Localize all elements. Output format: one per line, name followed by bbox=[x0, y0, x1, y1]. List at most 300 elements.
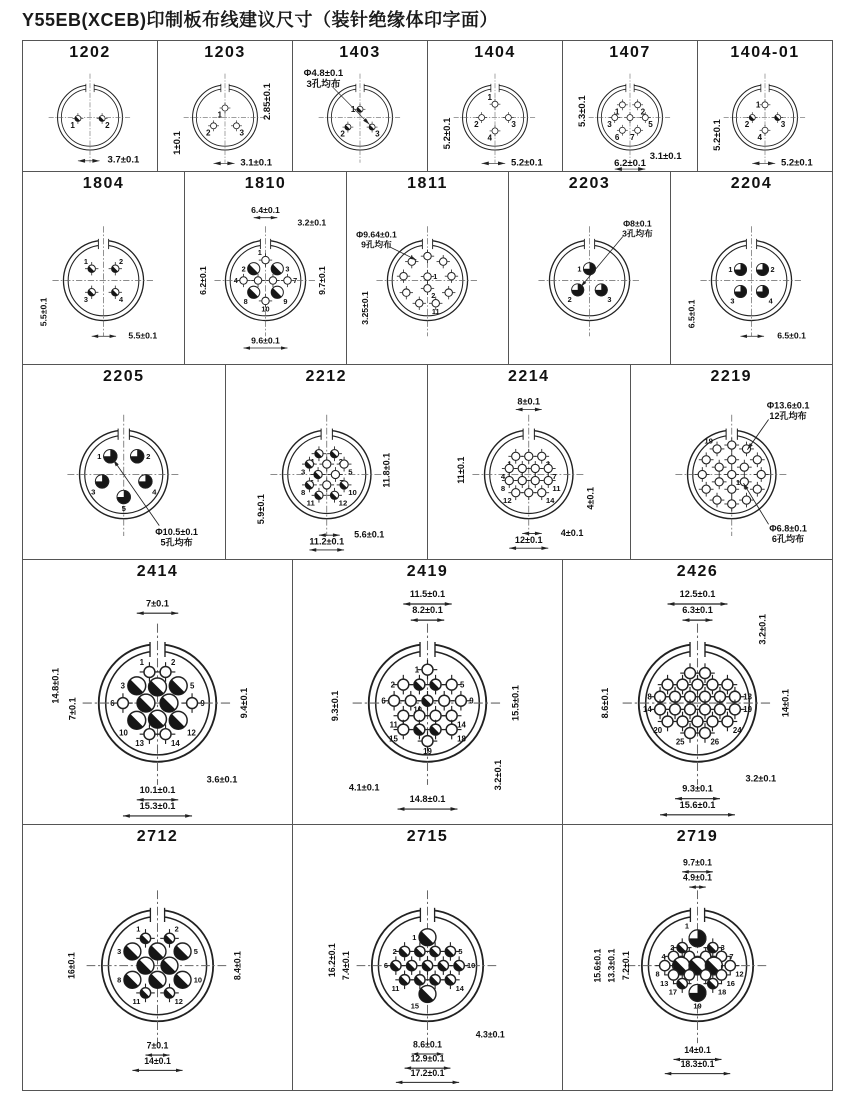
pin-label bbox=[140, 658, 145, 667]
dimension-label bbox=[683, 873, 712, 883]
dimension-label bbox=[155, 527, 198, 537]
pin-hole bbox=[701, 970, 711, 980]
pin-hole bbox=[398, 710, 409, 721]
pin-hole bbox=[727, 456, 735, 464]
connector-diagram-1804 bbox=[23, 197, 184, 364]
pin-hole bbox=[492, 128, 498, 134]
pin-label bbox=[206, 128, 211, 137]
dimension-label bbox=[297, 218, 326, 228]
model-number: 2205 bbox=[102, 368, 145, 385]
model-number: 2214 bbox=[507, 368, 550, 385]
dimension-label bbox=[621, 951, 631, 980]
dimension-label bbox=[207, 775, 238, 785]
pin-label bbox=[648, 120, 653, 129]
model-number: 2203 bbox=[568, 175, 611, 192]
dimension-label bbox=[330, 691, 340, 722]
pin-hole bbox=[422, 664, 433, 675]
pin-hole bbox=[685, 704, 696, 715]
pin-hole bbox=[211, 123, 217, 129]
pin-hole bbox=[727, 485, 735, 493]
pin-hole bbox=[725, 960, 735, 970]
pin-hole bbox=[262, 256, 269, 263]
connector-diagram-1403 bbox=[293, 66, 427, 171]
model-number: 1203 bbox=[204, 44, 246, 61]
pin-hole bbox=[492, 101, 498, 107]
model-number: 2219 bbox=[710, 368, 753, 385]
dimension-label bbox=[327, 943, 337, 977]
pin-hole bbox=[753, 456, 761, 464]
pin-label bbox=[469, 696, 474, 705]
dimension-label bbox=[683, 857, 712, 867]
pin-label bbox=[338, 499, 347, 508]
dimension-label bbox=[128, 331, 157, 341]
dimension-label bbox=[684, 1045, 711, 1055]
pin-label bbox=[727, 979, 735, 988]
pin-label bbox=[393, 947, 397, 956]
pin-label bbox=[432, 307, 440, 316]
pin-hole bbox=[403, 289, 410, 296]
pin-hole bbox=[742, 496, 750, 504]
pin-hole bbox=[722, 716, 733, 727]
connector-cell-1404 bbox=[427, 41, 562, 171]
pin-label bbox=[630, 133, 635, 142]
model-number: 2414 bbox=[136, 563, 179, 580]
dimension-label bbox=[515, 535, 543, 545]
pin-hole bbox=[160, 729, 171, 740]
pin-label bbox=[244, 297, 248, 306]
pin-label bbox=[412, 933, 416, 942]
pin-hole bbox=[612, 115, 618, 121]
pin-hole bbox=[389, 695, 400, 706]
dimension-label bbox=[140, 785, 176, 795]
pin-label bbox=[433, 272, 437, 281]
pin-hole bbox=[757, 470, 765, 478]
connector-diagram-1404 bbox=[428, 66, 562, 171]
pin-hole bbox=[700, 704, 711, 715]
connector-cell-2219 bbox=[630, 365, 833, 559]
connector-diagram-1404-01 bbox=[698, 66, 832, 171]
pin-label bbox=[660, 979, 668, 988]
note-label bbox=[771, 533, 803, 544]
table-row bbox=[23, 364, 832, 559]
pin-hole bbox=[677, 716, 688, 727]
model-number: 1804 bbox=[82, 175, 125, 192]
pin-hole bbox=[269, 277, 276, 284]
model-number: 1202 bbox=[69, 44, 111, 61]
pin-label bbox=[546, 496, 555, 505]
dimension-label bbox=[67, 952, 77, 979]
note-label bbox=[361, 238, 392, 249]
dimension-label bbox=[577, 95, 588, 127]
dimension-label bbox=[411, 1068, 445, 1078]
connector-diagram-2419 bbox=[293, 585, 562, 824]
model-number: 2419 bbox=[406, 563, 449, 580]
pin-label bbox=[187, 729, 196, 738]
pin-hole bbox=[424, 285, 431, 292]
pin-hole bbox=[753, 485, 761, 493]
pin-hole bbox=[727, 470, 735, 478]
dimension-label bbox=[607, 949, 617, 983]
dimension-label bbox=[411, 1054, 445, 1064]
dimension-label bbox=[777, 331, 806, 341]
pin-hole bbox=[668, 970, 678, 980]
pin-label bbox=[647, 692, 652, 701]
pin-label bbox=[718, 988, 726, 997]
dimension-label bbox=[239, 688, 249, 719]
dimension-label bbox=[614, 158, 646, 169]
pin-label bbox=[693, 1001, 701, 1010]
pin-label bbox=[348, 467, 353, 476]
model-number: 2715 bbox=[406, 828, 449, 845]
dimension-label bbox=[147, 1041, 169, 1051]
pin-hole bbox=[144, 666, 155, 677]
pin-hole bbox=[222, 105, 228, 111]
model-number: 1403 bbox=[339, 44, 381, 61]
dimension-label bbox=[780, 689, 790, 717]
table-row bbox=[23, 824, 832, 1090]
pin-hole bbox=[479, 115, 485, 121]
pin-hole bbox=[700, 668, 711, 679]
dimension-label bbox=[650, 151, 682, 162]
pin-label bbox=[384, 961, 388, 970]
model-number: 2204 bbox=[730, 175, 773, 192]
pin-hole bbox=[240, 277, 247, 284]
pin-hole bbox=[762, 127, 768, 133]
pin-label bbox=[756, 101, 761, 110]
pin-hole bbox=[439, 695, 450, 706]
pin-label bbox=[258, 248, 262, 257]
pin-label bbox=[200, 699, 205, 708]
pin-hole bbox=[698, 470, 706, 478]
dimension-label bbox=[309, 537, 344, 547]
pin-hole bbox=[422, 736, 433, 747]
pin-label bbox=[643, 705, 652, 714]
pin-hole bbox=[677, 679, 688, 690]
pin-hole bbox=[762, 102, 768, 108]
pin-hole bbox=[692, 679, 703, 690]
pin-hole bbox=[684, 970, 694, 980]
model-number: 1811 bbox=[407, 175, 448, 192]
model-number: 2426 bbox=[676, 563, 719, 580]
pin-label bbox=[415, 665, 420, 674]
table-row bbox=[23, 41, 832, 171]
dimension-label bbox=[50, 668, 60, 704]
dimension-label bbox=[232, 951, 242, 980]
dimension-label bbox=[381, 453, 391, 488]
connector-diagram-2203 bbox=[509, 197, 670, 364]
pin-label bbox=[607, 120, 612, 129]
pin-label bbox=[171, 739, 180, 748]
pin-label bbox=[121, 682, 126, 691]
table-row bbox=[23, 559, 832, 824]
connector-cell-1810 bbox=[184, 172, 346, 364]
pin-label bbox=[676, 738, 685, 747]
pin-label bbox=[460, 680, 465, 689]
connector-diagram-2414 bbox=[23, 585, 292, 824]
pin-label bbox=[152, 487, 157, 496]
pin-label bbox=[110, 699, 115, 708]
dimension-label bbox=[360, 291, 370, 325]
pin-label bbox=[175, 997, 183, 1006]
pin-hole bbox=[619, 127, 625, 133]
pin-label bbox=[735, 478, 740, 487]
pin-hole bbox=[525, 489, 533, 497]
connector-diagram-2219 bbox=[631, 390, 833, 559]
connector-cell-2715 bbox=[292, 825, 562, 1090]
pin-hole bbox=[740, 463, 748, 471]
pin-label bbox=[743, 692, 752, 701]
connector-diagram-2426 bbox=[563, 585, 832, 824]
pin-label bbox=[653, 726, 662, 735]
pin-label bbox=[735, 970, 743, 979]
pin-label bbox=[293, 276, 297, 285]
pin-hole bbox=[685, 668, 696, 679]
pin-label bbox=[239, 128, 244, 137]
pin-hole bbox=[505, 476, 513, 484]
pin-label bbox=[458, 947, 462, 956]
pin-hole bbox=[715, 478, 723, 486]
dimension-label bbox=[198, 266, 208, 295]
dimension-label bbox=[251, 335, 280, 345]
note-label bbox=[160, 537, 192, 548]
pin-label bbox=[457, 720, 466, 729]
connector-diagram-2719 bbox=[563, 850, 832, 1090]
pin-label bbox=[431, 291, 435, 300]
pin-label bbox=[375, 130, 380, 139]
connector-diagram-2214 bbox=[428, 390, 630, 559]
pin-label bbox=[97, 452, 102, 461]
dimension-label bbox=[341, 951, 351, 980]
dimension-label bbox=[757, 614, 767, 645]
pin-label bbox=[171, 658, 176, 667]
pin-hole bbox=[414, 710, 425, 721]
pin-label bbox=[122, 504, 127, 513]
pin-label bbox=[456, 984, 465, 993]
pin-label bbox=[242, 264, 246, 273]
pin-label bbox=[301, 467, 306, 476]
model-number: 1404 bbox=[474, 44, 516, 61]
pin-label bbox=[757, 133, 762, 142]
pin-hole bbox=[446, 679, 457, 690]
pin-label bbox=[105, 121, 110, 130]
model-number: 1404-01 bbox=[730, 44, 800, 61]
pin-label bbox=[781, 120, 786, 129]
dimension-label bbox=[746, 773, 777, 783]
connector-diagram-1203 bbox=[158, 66, 292, 171]
pin-hole bbox=[518, 476, 526, 484]
dimension-label bbox=[682, 784, 713, 794]
pin-label bbox=[381, 696, 386, 705]
pin-hole bbox=[512, 452, 520, 460]
pin-hole bbox=[531, 464, 539, 472]
connector-diagram-2715 bbox=[293, 850, 562, 1090]
pin-label bbox=[117, 947, 121, 956]
dimension-label bbox=[766, 401, 809, 411]
pin-label bbox=[190, 682, 195, 691]
pin-label bbox=[655, 970, 659, 979]
pin-hole bbox=[627, 115, 633, 121]
pin-label bbox=[467, 961, 475, 970]
pin-label bbox=[685, 921, 689, 930]
dimension-label bbox=[517, 396, 540, 406]
pin-label bbox=[669, 988, 677, 997]
dimension-label bbox=[712, 118, 723, 150]
pin-hole bbox=[144, 729, 155, 740]
connector-cell-1203 bbox=[157, 41, 292, 171]
pin-label bbox=[474, 120, 479, 129]
connector-cell-1404-01 bbox=[697, 41, 832, 171]
dimension-label bbox=[592, 949, 602, 983]
dimension-label bbox=[255, 494, 265, 524]
connector-diagram-1407 bbox=[563, 66, 697, 171]
connector-diagram-2212 bbox=[226, 390, 428, 559]
pin-label bbox=[119, 257, 123, 266]
model-number: 1810 bbox=[244, 175, 287, 192]
pin-label bbox=[390, 720, 399, 729]
pin-label bbox=[487, 133, 492, 142]
pin-hole bbox=[662, 679, 673, 690]
dimension-label bbox=[68, 697, 78, 720]
dimension-label bbox=[240, 157, 272, 168]
pin-label bbox=[217, 111, 222, 120]
pin-hole bbox=[729, 704, 740, 715]
pin-label bbox=[607, 295, 611, 304]
pin-hole bbox=[117, 698, 128, 709]
pin-hole bbox=[525, 452, 533, 460]
dimension-label bbox=[317, 266, 327, 295]
pin-label bbox=[91, 487, 96, 496]
pin-hole bbox=[715, 463, 723, 471]
pin-label bbox=[552, 484, 561, 493]
pin-label bbox=[283, 297, 287, 306]
dimension-label bbox=[354, 529, 384, 539]
pin-hole bbox=[439, 258, 446, 265]
pin-hole bbox=[692, 716, 703, 727]
pin-label bbox=[119, 295, 124, 304]
connector-cell-1403 bbox=[292, 41, 427, 171]
pin-label bbox=[194, 975, 202, 984]
pin-hole bbox=[432, 300, 439, 307]
connector-cell-2712 bbox=[23, 825, 292, 1090]
connector-cell-2214 bbox=[427, 365, 630, 559]
pin-hole bbox=[398, 724, 409, 735]
pin-label bbox=[84, 257, 88, 266]
spec-table bbox=[22, 40, 833, 1091]
pin-hole bbox=[727, 441, 735, 449]
pin-label bbox=[745, 120, 750, 129]
pin-hole bbox=[712, 445, 720, 453]
pin-hole bbox=[714, 704, 725, 715]
pin-hole bbox=[538, 489, 546, 497]
page-title: Y55EB(XCEB)印制板布线建议尺寸（装针绝缘体印字面） bbox=[22, 10, 499, 30]
dimension-label bbox=[304, 68, 344, 79]
dimension-label bbox=[687, 299, 697, 328]
model-number: 2719 bbox=[676, 828, 719, 845]
pin-label bbox=[501, 484, 506, 493]
dimension-label bbox=[456, 457, 466, 484]
connector-cell-1407 bbox=[562, 41, 697, 171]
pin-label bbox=[457, 734, 466, 743]
pin-hole bbox=[322, 481, 330, 489]
dimension-label bbox=[262, 82, 273, 120]
model-number: 2212 bbox=[305, 368, 348, 385]
pin-hole bbox=[702, 485, 710, 493]
dimension-label bbox=[251, 205, 280, 215]
pin-label bbox=[423, 747, 432, 756]
pin-hole bbox=[398, 679, 409, 690]
dimension-label bbox=[108, 155, 140, 166]
pin-hole bbox=[660, 960, 670, 970]
pin-label bbox=[392, 984, 400, 993]
pin-label bbox=[70, 121, 75, 130]
pin-label bbox=[389, 734, 398, 743]
note-label bbox=[306, 78, 340, 90]
connector-cell-2203 bbox=[508, 172, 670, 364]
connector-diagram-2712 bbox=[23, 850, 292, 1090]
pin-hole bbox=[538, 452, 546, 460]
pin-hole bbox=[284, 277, 291, 284]
pin-hole bbox=[400, 272, 407, 279]
pin-label bbox=[568, 295, 572, 304]
pin-label bbox=[511, 120, 516, 129]
pin-hole bbox=[685, 728, 696, 739]
dimension-label bbox=[681, 1059, 715, 1069]
dimension-label bbox=[349, 783, 380, 793]
dimension-label bbox=[39, 297, 49, 326]
note-label bbox=[622, 227, 653, 238]
dimension-label bbox=[144, 1056, 171, 1066]
pin-label bbox=[119, 729, 128, 738]
pin-label bbox=[301, 488, 306, 497]
pin-label bbox=[552, 472, 556, 481]
pin-hole bbox=[455, 695, 466, 706]
pin-hole bbox=[712, 496, 720, 504]
pin-label bbox=[340, 130, 345, 139]
pin-label bbox=[710, 738, 719, 747]
dimension-label bbox=[410, 589, 445, 599]
pin-label bbox=[117, 975, 121, 984]
note-label bbox=[769, 410, 806, 421]
pin-hole bbox=[655, 704, 666, 715]
pin-label bbox=[194, 947, 198, 956]
pin-label bbox=[577, 264, 581, 273]
pin-label bbox=[743, 705, 752, 714]
pin-label bbox=[285, 264, 289, 273]
model-number: 2712 bbox=[136, 828, 179, 845]
pin-hole bbox=[635, 127, 641, 133]
pin-hole bbox=[722, 679, 733, 690]
connector-diagram-1811 bbox=[347, 197, 508, 364]
dimension-label bbox=[140, 801, 176, 811]
dimension-label bbox=[476, 1030, 505, 1040]
dimension-label bbox=[680, 800, 716, 810]
pin-hole bbox=[716, 970, 726, 980]
pin-hole bbox=[619, 102, 625, 108]
pin-label bbox=[132, 997, 140, 1006]
dimension-label bbox=[561, 528, 584, 538]
pin-hole bbox=[254, 277, 261, 284]
pin-hole bbox=[505, 464, 513, 472]
pin-hole bbox=[416, 300, 423, 307]
pin-label bbox=[704, 437, 713, 446]
pin-hole bbox=[160, 666, 171, 677]
pin-label bbox=[175, 925, 179, 934]
pin-hole bbox=[187, 698, 198, 709]
pin-hole bbox=[700, 728, 711, 739]
dimension-label bbox=[781, 157, 813, 168]
pin-label bbox=[615, 133, 620, 142]
dimension-label bbox=[442, 117, 453, 149]
